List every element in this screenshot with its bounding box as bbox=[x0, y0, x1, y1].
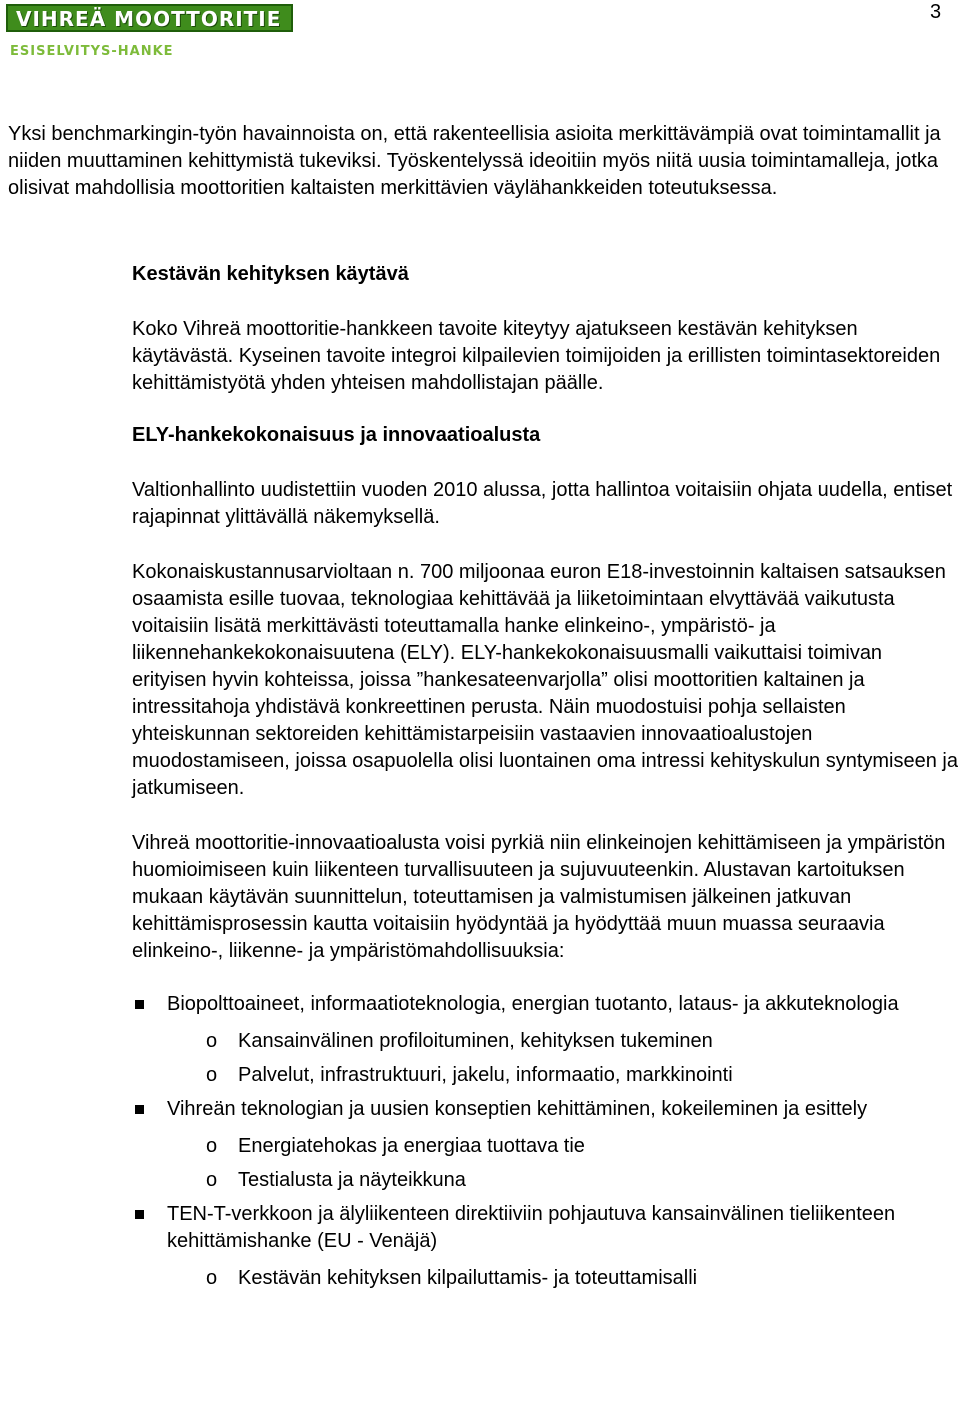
logo-title-box bbox=[6, 4, 293, 32]
sub-list-item bbox=[132, 1028, 958, 1055]
sub-list-item-text: Palvelut, infrastruktuuri, jakelu, informaatio, markkinointi bbox=[238, 1064, 733, 1086]
circle-bullet-icon: o bbox=[206, 1064, 218, 1086]
list-item bbox=[132, 1201, 958, 1255]
paragraph-ely-1: Valtionhallinto uudistettiin vuoden 2010 alussa, jotta hallintoa voitaisiin ohjata uudella, entiset rajapinnat ylittävällä näkemyksellä. bbox=[132, 479, 953, 528]
list-item bbox=[132, 991, 958, 1018]
list-item-text: Biopolttoaineet, informaatioteknologia, energian tuotanto, lataus- ja akkuteknologia bbox=[167, 993, 899, 1015]
paragraph-ely-3: Vihreä moottoritie-innovaatioalusta voisi pyrkiä niin elinkeinojen kehittämiseen ja ympäristön huomioimiseen kuin liikenteen turvallisuuteen ja sujuvuuteenkin. Alustavan kartoituksen mukaan käytävän suunnittelun, toteuttamisen ja valmistumisen jälkeinen jatkuvan kehittämisprosessin kautta voitaisiin hyödyntää ja hyödyttää muun muassa seuraavia elinkeino-, liikenne- ja ympäristömahdollisuuksia: bbox=[132, 832, 946, 962]
list-item bbox=[132, 1096, 958, 1123]
page-number: 3 bbox=[930, 1, 942, 23]
sub-list-item-text: Kansainvälinen profiloituminen, kehityksen tukeminen bbox=[238, 1030, 713, 1052]
list-item-text: TEN-T-verkkoon ja älyliikenteen direktiiviin pohjautuva kansainvälinen tieliikenteen kehittämishanke (EU - Venäjä) bbox=[167, 1203, 896, 1252]
list-item-text: Vihreän teknologian ja uusien konseptien kehittäminen, kokeileminen ja esittely bbox=[167, 1098, 868, 1120]
sub-list-item-text: Energiatehokas ja energiaa tuottava tie bbox=[238, 1135, 585, 1157]
logo-subtitle: ESISELVITYS-HANKE bbox=[10, 44, 174, 59]
square-bullet-icon bbox=[135, 1105, 144, 1114]
sub-list-item bbox=[132, 1133, 958, 1160]
paragraph-ely-2: Kokonaiskustannusarvioltaan n. 700 miljoonaa euron E18-investoinnin kaltaisen satsauksen osaamista esille tuovaa, teknologiaa kehittävää ja liiketoimintaan elvyttävää vaikutusta voitaisiin lisätä merkittävästi toteuttamalla hanke elinkeino-, ympäristö- ja liikennehankekokonaisuutena (ELY). ELY-hankekokonaisuusmalli vaikuttaisi toimivan erityisen hyvin kohteissa, joissa ”hankesateenvarjolla” olisi moottoritien kaltainen ja intressitahoja yhdistävä konkreettinen perusta. Näin muodostuisi pohja sellaisten yhteiskunnan sektoreiden kehittämistarpeisiin vastaavien innovaatioalustojen muodostamiseen, joissa osapuolella olisi luontainen oma intressi kehityskulun syntymiseen ja jatkumiseen. bbox=[132, 561, 958, 799]
paragraph-sustainable-corridor: Koko Vihreä moottoritie-hankkeen tavoite kiteytyy ajatukseen kestävän kehityksen käytävästä. Kyseinen tavoite integroi kilpailevien toimijoiden ja erillisten toimintasektoreiden kehittämistyötä yhden yhteisen mahdollistajan päälle. bbox=[132, 318, 941, 394]
square-bullet-icon bbox=[135, 1210, 144, 1219]
sub-list-item bbox=[132, 1265, 958, 1292]
circle-bullet-icon: o bbox=[206, 1267, 218, 1289]
logo bbox=[6, 4, 293, 59]
circle-bullet-icon: o bbox=[206, 1169, 218, 1191]
sub-list-item bbox=[132, 1167, 958, 1194]
sub-list-item-text: Testialusta ja näyteikkuna bbox=[238, 1169, 466, 1191]
main-content bbox=[132, 261, 958, 1299]
circle-bullet-icon: o bbox=[206, 1030, 218, 1052]
logo-title: VIHREÄ MOOTTORITIE bbox=[16, 7, 282, 31]
section-heading-sustainable-corridor: Kestävän kehityksen käytävä bbox=[132, 263, 409, 285]
sub-list-item-text: Kestävän kehityksen kilpailuttamis- ja toteuttamisalli bbox=[238, 1267, 698, 1289]
square-bullet-icon bbox=[135, 1000, 144, 1009]
circle-bullet-icon: o bbox=[206, 1135, 218, 1157]
section-heading-ely: ELY-hankekokonaisuus ja innovaatioalusta bbox=[132, 424, 541, 446]
intro-paragraph: Yksi benchmarkingin-työn havainnoista on, että rakenteellisia asioita merkittävämpiä ovat toimintamallit ja niiden muuttaminen kehittymistä tukeviksi. Työskentelyssä ideoitiin myös niitä uusia toimintamalleja, jotka olisivat mahdollisia moottoritien kaltaisten merkittävien väylähankkeiden toteutuksessa. bbox=[8, 123, 941, 199]
opportunity-list bbox=[132, 991, 958, 1292]
sub-list-item bbox=[132, 1062, 958, 1089]
